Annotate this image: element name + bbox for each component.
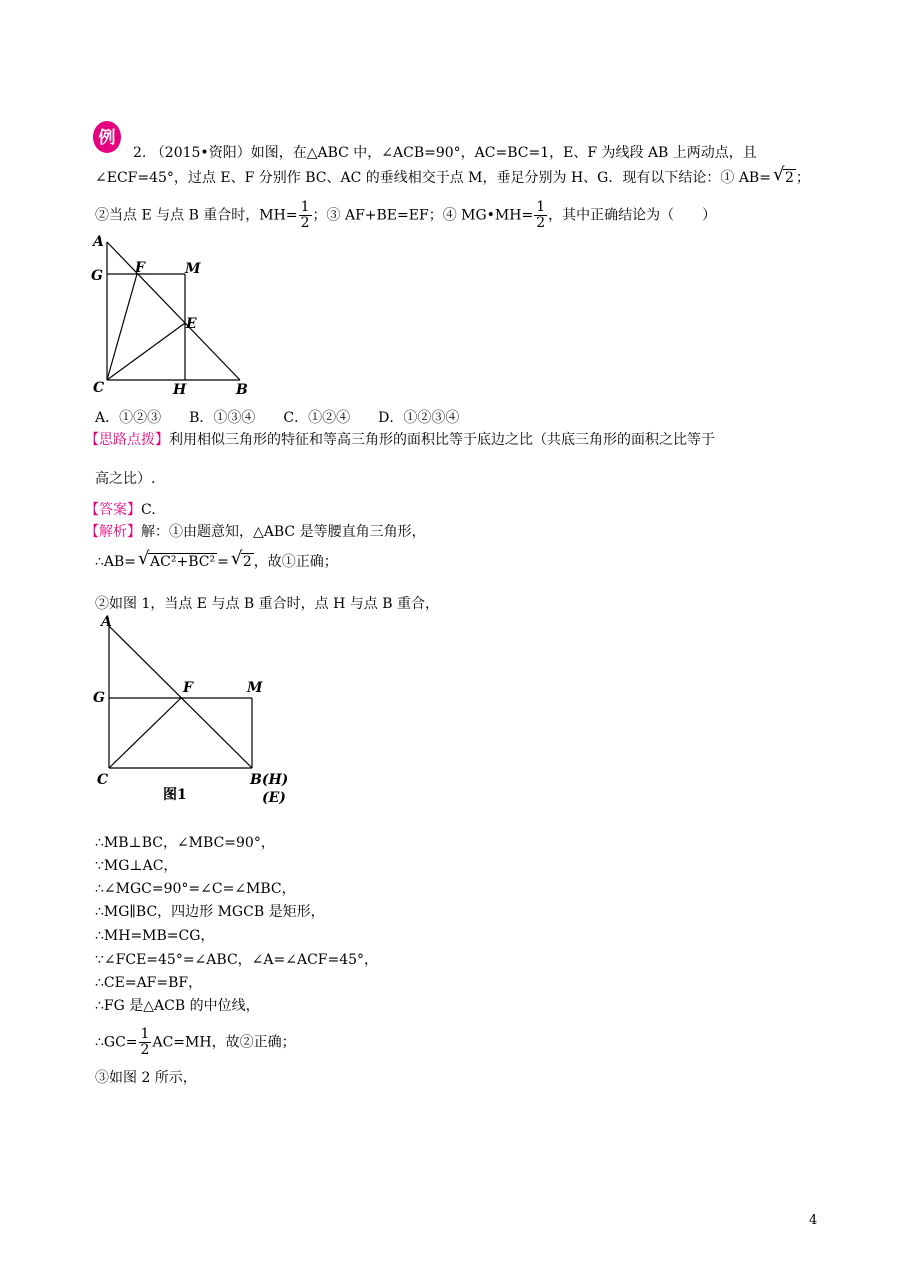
sqrt-ac-bc-radicand: AC²+BC² [150,554,216,570]
analysis-step-2: ②如图 1，当点 E 与点 B 重合时，点 H 与点 B 重合， [95,596,439,612]
step-3: ③如图 2 所示， [95,1070,197,1086]
answer [85,500,156,520]
question-line-2-end: ； [795,170,810,186]
fig1-label-a: A [93,234,104,250]
fig1-label-h: H [173,382,187,398]
ab-pre: ∴AB= [95,554,137,570]
proof-line: ∴∠MGC=90°=∠C=∠MBC， [95,881,296,897]
proof-line: ∴MB⊥BC，∠MBC=90°， [95,835,275,851]
badge-text: 例 [98,128,116,148]
ab-eq: = [217,554,229,570]
frac-den: 2 [140,1042,150,1058]
proof-line: ∵MG⊥AC， [95,858,178,874]
proof-line: ∴MG∥BC，四边形 MGCB 是矩形， [95,904,325,920]
sqrt-ac-bc: √ AC²+BC² [138,548,216,570]
fig2-label-g: G [93,690,105,706]
question-line-2-text: ∠ECF=45°，过点 E、F 分别作 BC、AC 的垂线相交于点 M，垂足分别为 H、G．现有以下结论：① AB= [95,170,771,186]
analysis-tag: 【解析】 [85,524,141,540]
hint-line-1 [85,430,715,450]
fig1-label-g: G [91,268,103,284]
question-line-3-b: ；③ AF+BE=EF；④ MG•MH= [312,207,534,224]
gc-pre: ∴GC= [95,1034,138,1051]
figure-2 [85,612,305,812]
frac-den: 2 [300,215,310,231]
frac-num: 1 [140,1026,150,1042]
analysis-text: 解：①由题意知，△ABC 是等腰直角三角形， [141,524,426,540]
fig2-caption: 图1 [163,787,187,803]
proof-line: ∴MH=MB=CG， [95,928,215,944]
hint-tag: 【思路点拨】 [85,432,169,448]
question-line-1: 2. （2015•资阳）如图，在△ABC 中，∠ACB=90°，AC=BC=1，E、F 为线段 AB 上两动点，且 [133,145,757,161]
proof-line: ∵∠FCE=45°=∠ABC，∠A=∠ACF=45°， [95,952,379,968]
ab-post: ，故①正确； [253,554,338,570]
frac-den: 2 [536,215,546,231]
fig2-label-f: F [183,680,193,696]
sqrt-2: √ 2 [772,164,794,186]
answer-text: C. [141,502,156,518]
frac-num: 1 [536,199,546,215]
fig2-label-m: M [247,680,263,696]
gc-line [95,1027,296,1058]
sqrt-2-b-radicand: 2 [242,554,252,570]
fig2-label-c: C [97,772,109,788]
question-line-3-a: ②当点 E 与点 B 重合时，MH= [95,207,298,224]
question-line-3 [95,200,716,231]
fig2-label-e: (E) [262,790,286,806]
question-line-2 [95,164,810,188]
fig1-label-e: E [186,316,197,332]
sqrt-2-radicand: 2 [784,170,794,186]
answer-tag: 【答案】 [85,502,141,518]
proof-line: ∴CE=AF=BF， [95,975,203,991]
figure-1 [85,230,265,400]
hint-line-2: 高之比）. [95,471,156,487]
fraction-half-2 [534,200,547,231]
page-number: 4 [809,1213,818,1228]
fig2-label-bh: B(H) [250,772,289,788]
fig1-label-b: B [236,382,248,398]
gc-post: AC=MH，故②正确； [152,1034,296,1051]
hint-text-1: 利用相似三角形的特征和等高三角形的面积比等于底边之比（共底三角形的面积之比等于 [169,432,715,448]
fig1-label-f: F [135,260,145,276]
question-line-3-c: ，其中正确结论为（ ） [548,207,717,224]
fraction-gc [139,1027,152,1058]
analysis-line-1 [85,522,426,542]
proof-line: ∴FG 是△ACB 的中位线， [95,998,260,1014]
fig2-label-a: A [101,614,112,630]
options: A．①②③ B．①③④ C．①②④ D．①②③④ [95,410,460,426]
fraction-half-1 [299,200,312,231]
fig1-label-c: C [93,380,105,396]
sqrt-2-b: √ 2 [230,548,252,570]
analysis-ab-line [95,548,338,572]
frac-num: 1 [300,199,310,215]
example-badge [92,120,122,154]
fig1-label-m: M [185,261,201,277]
